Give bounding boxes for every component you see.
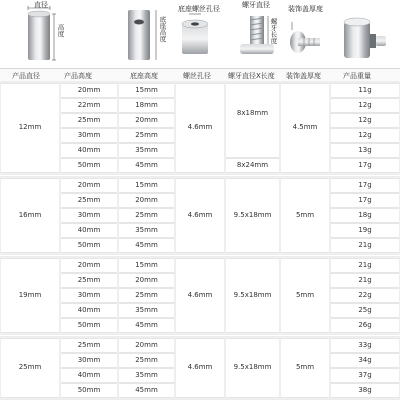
height-value: 20mm: [77, 260, 101, 269]
col-header-weight: 产品重量: [343, 72, 371, 80]
height-value: 50mm: [77, 385, 101, 394]
base-value: 18mm: [135, 100, 158, 109]
height-value: 20mm: [77, 180, 101, 189]
weight-value: 17g: [358, 195, 372, 204]
height-value: 40mm: [77, 225, 101, 234]
height-value: 25mm: [77, 195, 101, 204]
base-value: 45mm: [135, 385, 158, 394]
label-diameter: 直径: [34, 1, 48, 9]
weight-value: 21g: [358, 260, 372, 269]
cap-value: 5mm: [295, 363, 315, 371]
base-value: 15mm: [135, 85, 158, 94]
height-value: 40mm: [77, 370, 101, 379]
thread-value: 9.5x18mm: [233, 290, 272, 299]
col-header-hole: 螺丝孔径: [183, 72, 211, 80]
base-value: 25mm: [135, 290, 158, 299]
weight-value: 21g: [358, 275, 372, 284]
thread-value: 8x24mm: [236, 160, 269, 169]
thread-diagram: [240, 16, 274, 54]
cap-value: 4.5mm: [292, 123, 318, 131]
weight-value: 17g: [358, 180, 372, 189]
label-thread-length: 螺牙长度: [269, 18, 278, 44]
height-value: 22mm: [77, 100, 101, 109]
thread-value: 9.5x18mm: [233, 210, 272, 219]
base-value: 20mm: [135, 275, 158, 284]
base-value: 35mm: [135, 145, 158, 154]
base-value: 20mm: [135, 115, 158, 124]
diameter-value: 19mm: [18, 290, 42, 299]
col-header-cap: 装饰盖厚度: [286, 72, 321, 80]
base-value: 15mm: [135, 260, 158, 269]
base-value: 35mm: [135, 225, 158, 234]
thread-value: 8x18mm: [236, 108, 269, 117]
header-illustrations: [0, 0, 400, 68]
height-value: 30mm: [77, 210, 101, 219]
thread-value: 9.5x18mm: [233, 363, 272, 371]
height-value: 25mm: [77, 340, 101, 349]
height-value: 50mm: [77, 320, 101, 329]
base-value: 35mm: [135, 305, 158, 314]
col-header-thread: 螺牙直径X长度: [228, 72, 275, 80]
base-value: 15mm: [135, 180, 158, 189]
weight-value: 22g: [358, 290, 372, 299]
diameter-value: 16mm: [18, 210, 42, 219]
height-value: 30mm: [77, 290, 101, 299]
diameter-value: 25mm: [18, 363, 42, 371]
diameter-value: 12mm: [18, 123, 42, 131]
cap-value: 5mm: [295, 210, 315, 219]
weight-value: 26g: [358, 320, 372, 329]
height-value: 50mm: [77, 240, 101, 249]
col-header-height: 产品高度: [64, 72, 92, 80]
height-value: 25mm: [77, 275, 101, 284]
hole-value: 4.6mm: [187, 123, 213, 131]
weight-value: 12g: [358, 115, 372, 124]
label-thread-diameter: 螺牙直径: [242, 1, 270, 9]
base-value: 45mm: [135, 320, 158, 329]
weight-value: 37g: [358, 370, 372, 379]
height-value: 30mm: [77, 355, 101, 364]
label-base-height: 底座高度: [158, 16, 167, 42]
base-value: 20mm: [135, 195, 158, 204]
base-value: 20mm: [135, 340, 158, 349]
height-value: 40mm: [77, 305, 101, 314]
base-height-diagram: [128, 10, 156, 60]
weight-value: 21g: [358, 240, 372, 249]
weight-value: 19g: [358, 225, 372, 234]
hole-value: 4.6mm: [187, 210, 213, 219]
height-value: 30mm: [77, 130, 101, 139]
hole-value: 4.6mm: [187, 290, 213, 299]
cap-diagram: [290, 22, 320, 53]
weight-value: 25g: [358, 305, 372, 314]
weight-value: 12g: [358, 130, 372, 139]
base-value: 45mm: [135, 160, 158, 169]
weight-value: 17g: [358, 160, 372, 169]
label-bolt-hole: 底座螺丝孔径: [178, 5, 220, 13]
product-photo: [344, 18, 386, 58]
weight-value: 34g: [358, 355, 372, 364]
col-header-base: 底座高度: [130, 72, 158, 80]
weight-value: 18g: [358, 210, 372, 219]
height-value: 40mm: [77, 145, 101, 154]
base-value: 45mm: [135, 240, 158, 249]
height-value: 25mm: [77, 115, 101, 124]
weight-value: 33g: [358, 340, 372, 349]
weight-value: 38g: [358, 385, 372, 394]
base-value: 25mm: [135, 210, 158, 219]
cap-value: 5mm: [295, 290, 315, 299]
height-value: 50mm: [77, 160, 101, 169]
label-height: 高度: [56, 24, 65, 37]
merged-cell: [226, 83, 279, 158]
base-value: 25mm: [135, 130, 158, 139]
label-cap-thickness: 装饰盖厚度: [288, 5, 323, 13]
base-value: 35mm: [135, 370, 158, 379]
hole-value: 4.6mm: [187, 363, 213, 371]
weight-value: 11g: [358, 85, 372, 94]
height-value: 20mm: [77, 85, 101, 94]
weight-value: 13g: [358, 145, 372, 154]
base-value: 25mm: [135, 355, 158, 364]
col-header-diameter: 产品直径: [12, 72, 40, 80]
weight-value: 12g: [358, 100, 372, 109]
bolt-hole-diagram: [182, 14, 208, 54]
diameter-diagram: [28, 6, 56, 60]
